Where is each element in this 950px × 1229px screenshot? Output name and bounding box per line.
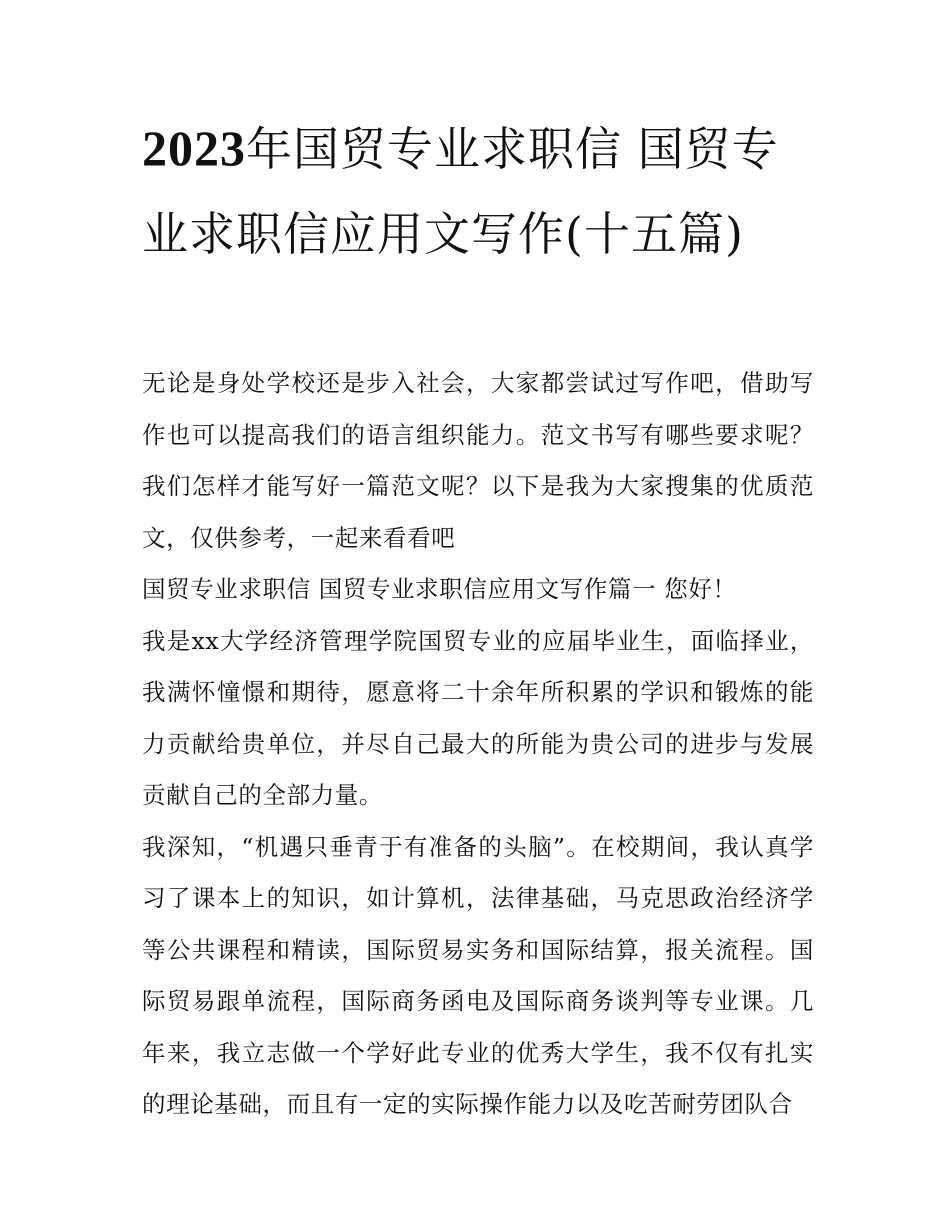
title-text: 年国贸专业求职信 国贸专业求职信应用文写作(十五篇) [142, 122, 779, 261]
intro-paragraph: 无论是身处学校还是步入社会，大家都尝试过写作吧，借助写作也可以提高我们的语言组织能力。范文书写有哪些要求呢？我们怎样才能写好一篇范文呢？以下是我为大家搜集的优质范文，仅供参考，一起来看看吧 [142, 369, 814, 552]
document-title [142, 106, 822, 277]
section-heading-paragraph: 国贸专业求职信 国贸专业求职信应用文写作篇一 您好！ [142, 575, 737, 603]
document-body [142, 358, 814, 1131]
title-year: 2023 [142, 120, 246, 176]
letter-paragraph: 我是xx大学经济管理学院国贸专业的应届毕业生，面临择业，我满怀憧憬和期待，愿意将二十余年所积累的学识和锻炼的能力贡献给贵单位，并尽自己最大的所能为贵公司的进步与发展贡献自己的全部力量。 [142, 626, 814, 809]
letter-paragraph: 我深知，“机遇只垂青于有准备的头脑”。在校期间，我认真学习了课本上的知识，如计算机，法律基础，马克思政治经济学等公共课程和精读，国际贸易实务和国际结算，报关流程。国际贸易跟单流程，国际商务函电及国际商务谈判等专业课。几年来，我立志做一个学好此专业的优秀大学生，我不仅有扎实的理论基础，而且有一定的实际操作能力以及吃苦耐劳团队合 [142, 832, 814, 1118]
